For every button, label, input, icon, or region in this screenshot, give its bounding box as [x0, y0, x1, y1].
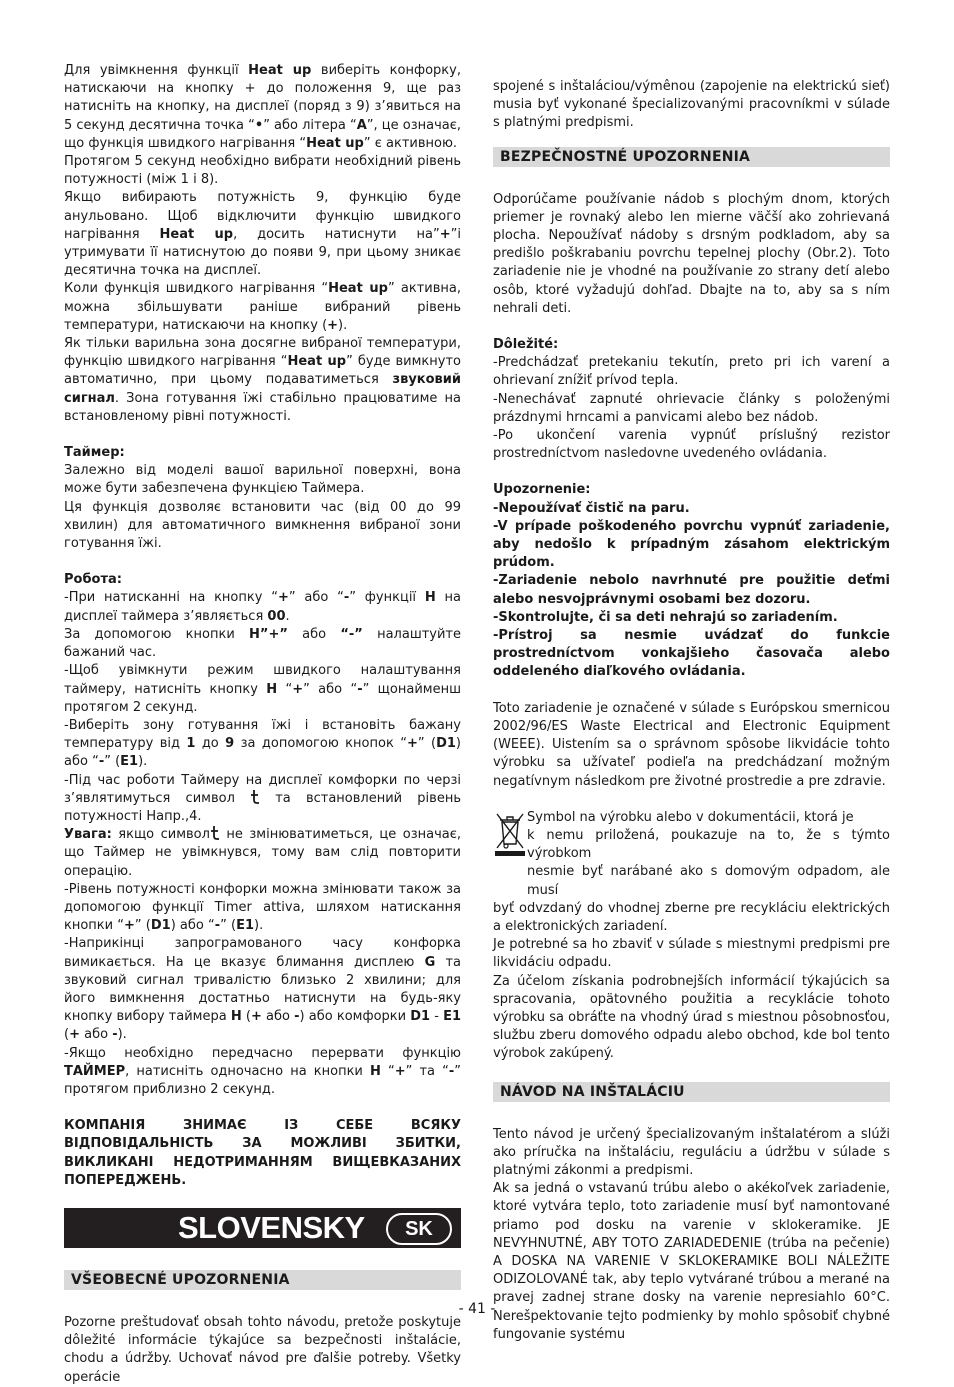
symbol-line-2: k nemu priložená, poukazuje na to, že s týmto výrobkom [527, 827, 890, 862]
timer-heading: Таймер: [64, 445, 125, 461]
language-badge: SK [386, 1213, 452, 1245]
warning-heading: Upozornenie: [493, 482, 591, 498]
work-item-5: -Під час роботи Таймеру на дисплеї комфорки по черзі з’являтимуться символ та встановлений рівень потужності Напр.,4. [64, 772, 461, 824]
crossed-bin-icon [495, 811, 525, 857]
dispose-paragraph: Je potrebné sa ho zbaviť v súlade s miestnymi predpismi pre likvidáciu odpadu. [493, 937, 890, 971]
increase-paragraph: Коли функція швидкого нагрівання “Heat up” активна, можна збільшувати раніше вибраний рівень температури, натискаючи на кнопку (+). [64, 281, 461, 333]
installation-paragraph-2: Ak sa jedná o vstavanú trúbu alebo o akékoľvek zariadenie, ktoré vytvára teplo, toto zariadenie musí byť namontované priamo pod dosku na varenie v sklokeramike. JE NEVYHNUTNÉ, ABY TOTO ZARIADEDENIE (trúba na pečenie) A DOSKA NA VARENIE V SKLOKERAMIKE BOLI NÁLEŽITE ODIZOLOVANÉ tak, aby teplo vytvárané trúbou a merané na pravej zadnej strane dosky na varenie nepresiahlo 60°C. Nerešpektovanie tejto podmienky by mohlo spôsobiť chybné fungovanie systému [493, 1181, 890, 1342]
important-heading: Dôležité: [493, 337, 559, 353]
weee-block [493, 809, 890, 936]
work-item-3: -Щоб увімкнути режим швидкого налаштування таймеру, натисніть кнопку H “+” або “-” щонайменш протягом 2 секунд. [64, 663, 461, 715]
symbol-line-3: nesmie byť narábané ako s domovým odpadom, ale musí [527, 864, 890, 898]
work-item-2: За допомогою кнопки H”+” або “-” налаштуйте бажаний час. [64, 626, 461, 661]
installation-heading: NÁVOD NA INŠTALÁCIU [493, 1082, 890, 1102]
auto-off-paragraph: Як тільки варильна зона досягне вибраної температури, функцію швидкого нагрівання “Heat up” буде вимкнуто автоматично, при цьому подаватиметься звуковий сигнал. Зона готування їжі стабільно працюватиме на встановленому рівні потужності. [64, 336, 462, 424]
symbol-line-1: Symbol na výrobku alebo v dokumentácii, ktorá je [527, 809, 854, 825]
important-item-1: -Predchádzať pretekaniu tekutín, preto pri ich varení a ohrievaní znížiť prívod tepla. [493, 355, 890, 389]
disclaimer: КОМПАНІЯ ЗНИМАЄ ІЗ СЕБЕ ВСЯКУ ВІДПОВІДАЛЬНІСТЬ ЗА МОЖЛИВІ ЗБИТКИ, ВИКЛИКАНІ НЕДОТРИМАННЯМ ВИЩЕВКАЗАНИХ ПОПЕРЕДЖЕНЬ. [64, 1118, 461, 1188]
warning-item-2: -V prípade poškodeného povrchu vypnúť zariadenie, aby nedošlo k prípadným zásahom elektrickým prúdom. [493, 518, 890, 571]
warning-item-4: -Skontrolujte, či sa deti nehrajú so zariadením. [493, 609, 838, 625]
cancel-paragraph: Якщо вибирають потужність 9, функцію буде анульовано. Щоб відключити функцію швидкого нагрівання Heat up, досить натиснути на”+”і утримувати її натиснутою до появи 9, при цьому зникає десятична точка на дисплеї. [64, 190, 461, 279]
timer-paragraph-2: Ця функція дозволяє встановити час (від 00 до 99 хвилин) для автоматичного вимкнення вибраної зони готування їжі. [64, 499, 461, 552]
work-item-8: -Наприкінці запрограмованого часу конфорка вимикається. На це вказує блимання дисплею G та звуковий сигнал тривалістю близько 2 хвилини; для його вимкнення достатньо натиснути на будь-яку кнопку вибору таймера H (+ або -) або комфорки D1 - E1 (+ або -). [64, 936, 462, 1043]
warning-item-1: -Nepoužívať čistič na paru. [493, 500, 690, 516]
safety-paragraph: Odporúčame používanie nádob s plochým dnom, ktorých priemer je rovnaký alebo len mierne väčší ako zohrievaná plocha. Nepoužívať nádoby s drsným podkladom, aby sa predišlo poškrabaniu povrchu tepelnej plochy (Obr.2). Toto zariadenie nie je vhodné na používanie zo strany detí alebo osôb, ktoré vyžadujú dohľad. Dbajte na to, aby sa s ním nehrali deti. [493, 191, 890, 316]
work-item-4: -Виберіть зону готування їжі і встановіть бажану температуру від 1 до 9 за допомогою кнопок “+” (D1) або “-” (E1). [64, 717, 461, 770]
warning-item-5: -Prístroj sa nesmie uvádzať do funkcie prostredníctvom vonkajšieho časovača alebo oddeleného diaľkového ovládania. [493, 628, 890, 680]
weee-paragraph: Toto zariadenie je označené v súlade s Európskou smernicou 2002/96/ES Waste Electrical and Electronic Equipment (WEEE). Uistením sa o správnom spôsobe likvidácie tohto výrobku sa užívateľ podieľa na predchádzaní možným negatívnym následkom pre životné prostredie a pre zdravie. [493, 700, 890, 789]
general-warnings-heading: VŠEOBECNÉ UPOZORNENIA [64, 1270, 461, 1290]
important-item-3: -Po ukončení varenia vypnúť príslušný rezistor prostredníctvom nasledovne uvedeného ovládania. [493, 428, 890, 462]
symbol-rest: byť odvzdaný do vhodnej zberne pre recykláciu elektrických a elektronických zariadení. [493, 900, 890, 934]
right-column [493, 78, 890, 1344]
power-level-paragraph: Протягом 5 секунд необхідно вибрати необхідний рівень потужності (між 1 і 8). [64, 154, 461, 188]
timer-symbol-icon [210, 826, 220, 840]
work-item-6: Увага: якщо символ не змінюватиметься, це означає, що Таймер не увімкнувся, тому вам слід повторити операцію. [64, 827, 462, 879]
heatup-paragraph: Для увімкнення функції Heat up виберіть конфорку, натискаючи на кнопку + до положення 9, ще раз натисніть на кнопку, на дисплеї (поряд з 9) з’явиться на 5 секунд десятична точка “•” або літера “A”, це означає, що функція швидкого нагрівання “Heat up” є активною. [64, 63, 461, 151]
safety-warnings-heading: BEZPEČNOSTNÉ UPOZORNENIA [493, 147, 890, 167]
work-item-7: -Рівень потужності конфорки можна змінювати також за допомогою функції Timer attiva, шляхом натискання кнопки “+” (D1) або “-” (E1). [64, 881, 461, 934]
page-number: - 41 - [458, 1301, 496, 1317]
installation-paragraph-1: Tento návod je určený špecializovaným inštalatérom a slúži ako príručka na inštaláciu, reguláciu a údržbu v súlade s platnými zákonmi a predpismi. [493, 1126, 890, 1178]
language-title: SLOVENSKY [178, 1209, 365, 1245]
work-item-1: -При натисканні на кнопку “+” або “-” функції H на дисплеї таймера з’являється 00. [64, 590, 461, 624]
important-item-2: -Nenechávať zapnuté ohrievacie články s položenými prázdnymi hrncami a panvicami alebo bez nádob. [493, 391, 890, 425]
language-banner [64, 1208, 461, 1248]
work-item-9: -Якщо необхідно передчасно перервати функцію ТАЙМЕР, натисніть одночасно на кнопки H “+” та “-” протягом приблизно 2 секунд. [64, 1045, 461, 1097]
work-heading: Робота: [64, 572, 122, 588]
warning-item-3: -Zariadenie nebolo navrhnuté pre použitie deťmi alebo nesvojprávnymi osobami bez dozoru. [493, 573, 890, 607]
timer-symbol-icon [250, 790, 260, 804]
continued-paragraph: spojené s inštaláciou/výmênou (zapojenie na elektrickú sieť) musia byť vykonané špecializovanými pracovníkmi v súlade s platnými predpismi. [493, 79, 890, 131]
info-paragraph: Za účelom získania podrobnejších informácií týkajúcich sa spracovania, opätovného použitia a recyklácie tohoto výrobku sa obráťte na vhodný úrad s miestnou pôsobnosťou, službu zberu domového odpadu alebo obchod, kde bol tento výrobok zakúpený. [493, 973, 890, 1062]
general-warnings-paragraph: Pozorne preštudovať obsah tohto návodu, pretože poskytuje dôležité informácie týkajúce sa bezpečnosti inštalácie, chodu a údržby. Uchovať návod pre ďalšie potreby. Všetky operácie [64, 1314, 461, 1385]
left-column [64, 62, 461, 1387]
timer-paragraph-1: Залежно від моделі вашої варильної поверхні, вона може бути забезпечена функцією Таймера. [64, 463, 461, 497]
